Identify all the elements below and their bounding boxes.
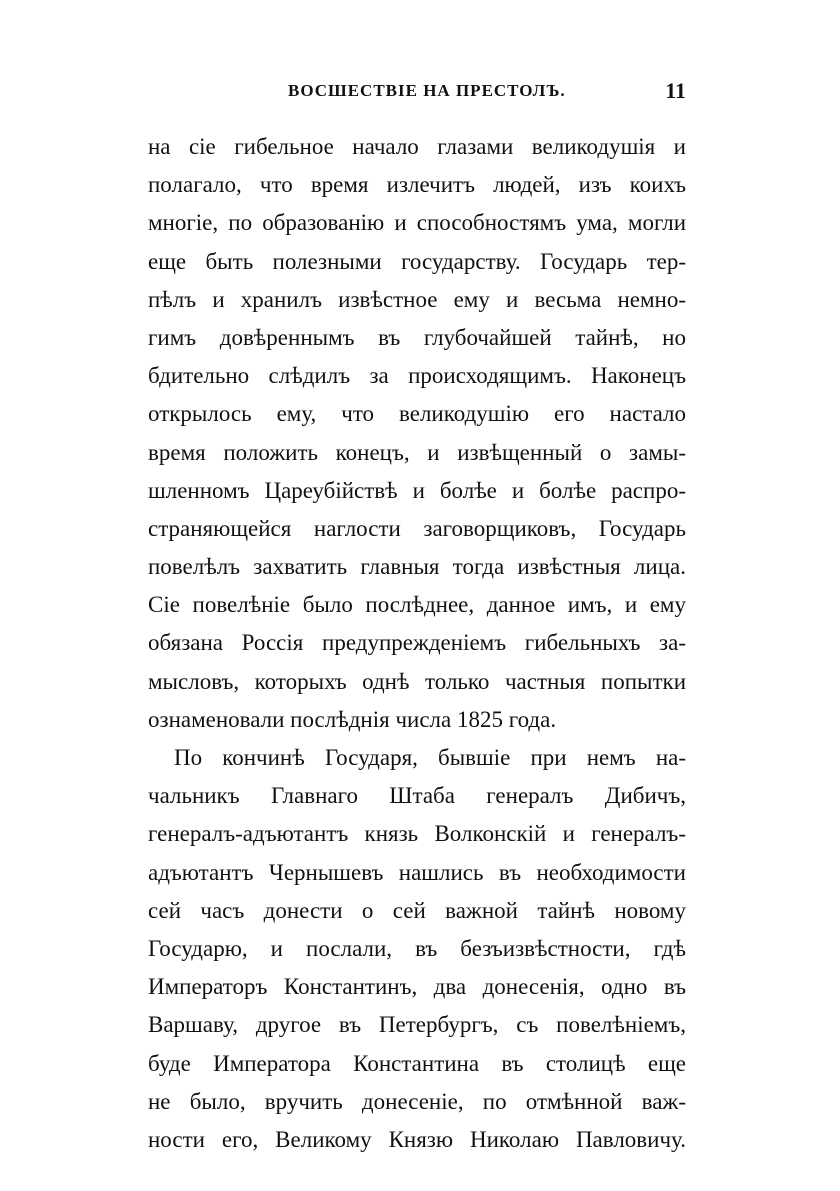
text-line: генералъ-адъютантъ князь Волконскій и генералъ- xyxy=(148,821,686,847)
text-line: не было, вручить донесеніе, по отмѣнной важ- xyxy=(148,1088,686,1114)
text-line: пѣлъ и хранилъ извѣстное ему и весьма немно- xyxy=(148,286,686,312)
text-line: бдительно слѣдилъ за происходящимъ. Наконецъ xyxy=(148,363,686,389)
running-title: ВОСШЕСТВІЕ НА ПРЕСТОЛЪ. xyxy=(288,81,566,100)
text-line: многіе, по образованію и способностямъ ума, могли xyxy=(148,210,686,236)
page-number: 11 xyxy=(665,78,686,103)
text-line: Варшаву, другое въ Петербургъ, съ повелѣніемъ, xyxy=(148,1012,686,1038)
text-line: шленномъ Цареубійствѣ и болѣе и болѣе распро- xyxy=(148,477,686,503)
text-line: открылось ему, что великодушію его настало xyxy=(148,401,686,427)
text-line: повелѣлъ захватить главныя тогда извѣстныя лица. xyxy=(148,554,686,580)
text-line: страняющейся наглости заговорщиковъ, Государь xyxy=(148,515,686,541)
text-line: на сіе гибельное начало глазами великодушія и xyxy=(148,134,686,159)
text-line: Государю, и послали, въ безъизвѣстности, гдѣ xyxy=(148,935,686,961)
text-line: полагало, что время излечитъ людей, изъ коихъ xyxy=(148,172,686,198)
text-line: ознаменовали послѣднія числа 1825 года. xyxy=(148,706,557,732)
running-head xyxy=(148,76,686,106)
text-line: Сіе повелѣніе было послѣднее, данное имъ, и ему xyxy=(148,592,686,618)
text-line: гимъ довѣреннымъ въ глубочайшей тайнѣ, но xyxy=(148,324,686,350)
text-line: ности его, Великому Князю Николаю Павловичу. xyxy=(148,1126,686,1152)
text-line: По кончинѣ Государя, бывшіе при немъ на- xyxy=(174,745,686,770)
body-text xyxy=(148,128,686,1159)
text-line: еще быть полезными государству. Государь тер- xyxy=(148,248,686,274)
text-line: обязана Россія предупрежденіемъ гибельныхъ за- xyxy=(148,630,686,656)
text-line: мысловъ, которыхъ однѣ только частныя попытки xyxy=(148,668,686,694)
text-line: Императоръ Константинъ, два донесенія, одно въ xyxy=(148,974,686,1000)
text-line: чальникъ Главнаго Штаба генералъ Дибичъ, xyxy=(148,783,686,809)
text-line: сей часъ донести о сей важной тайнѣ новому xyxy=(148,897,686,923)
text-line: буде Императора Константина въ столицѣ еще xyxy=(148,1050,686,1076)
text-line: адъютантъ Чернышевъ нашлись въ необходимости xyxy=(148,859,686,885)
text-line: время положить конецъ, и извѣщенный о замы- xyxy=(148,439,686,465)
